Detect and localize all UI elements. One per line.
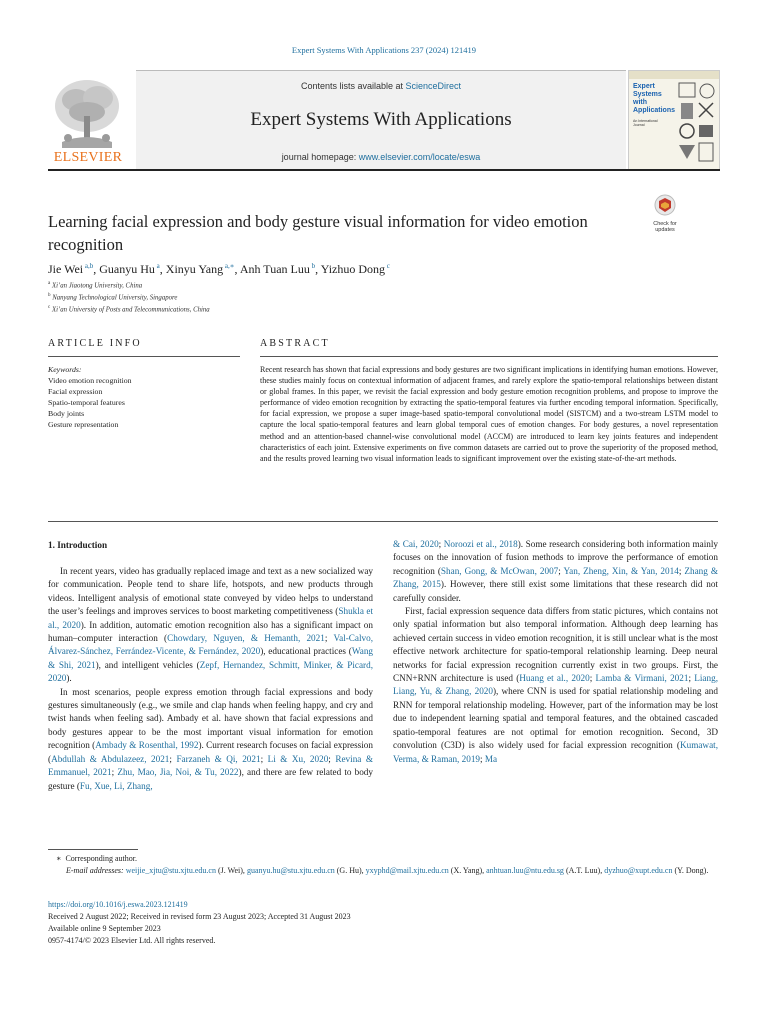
citation-link[interactable]: Zepf, Hernandez, Schmitt, Minker, & Picard, 2020 (48, 659, 374, 684)
homepage-link[interactable]: www.elsevier.com/locate/eswa (358, 152, 481, 162)
contents-line (136, 81, 626, 91)
paragraph-text: ), and intelligent vehicles ( (95, 659, 200, 670)
citation-link[interactable]: Shukla et al., 2020 (48, 606, 373, 630)
paragraph-text: ; (589, 673, 596, 684)
citation-link[interactable]: Yan, Zheng, Xin, & Yan, 2014 (563, 565, 679, 576)
paragraph-text: ; (324, 633, 334, 644)
available-online: Available online 9 September 2023 (48, 924, 161, 933)
affiliation-b (48, 293, 177, 301)
article-info-heading: ARTICLE INFO (48, 338, 142, 349)
journal-reference[interactable]: Expert Systems With Applications 237 (2024) 121419 (291, 45, 477, 55)
citation-link[interactable]: Ambady & Rosenthal, 1992 (95, 740, 199, 751)
received-dates: Received 2 August 2022; Received in revised form 23 August 2023; Accepted 31 August 2023 (48, 912, 351, 921)
tree-icon (48, 72, 126, 150)
citation-link[interactable]: Huang et al., 2020 (519, 673, 590, 684)
email-owner: (G. Hu), (334, 866, 366, 875)
citation-link[interactable]: Li & Xu, 2020 (267, 753, 329, 764)
citation-link[interactable]: Chowdary, Nguyen, & Hemanth, 2021 (167, 633, 325, 644)
citation-link[interactable]: Abdullah & Abdulazeez, 2021 (51, 753, 170, 764)
email-link[interactable]: weijie_xjtu@stu.xjtu.edu.cn (125, 866, 216, 875)
affiliation-mark: c (48, 305, 51, 310)
abstract-heading: ABSTRACT (260, 338, 330, 349)
check-updates-icon (644, 194, 686, 216)
paragraph-text: ; (328, 753, 336, 764)
keyword-item: Video emotion recognition (48, 376, 132, 385)
masthead-box (136, 70, 626, 169)
body-paragraph (48, 686, 373, 793)
citation-link[interactable]: Zhang & Zhang, 2015 (393, 565, 718, 590)
paper-title: Learning facial expression and body gesture visual information for video emotion recognition (48, 212, 588, 254)
sciencedirect-link[interactable]: ScienceDirect (405, 81, 462, 91)
affiliation-text: Xi’an University of Posts and Telecommunications, China (51, 306, 210, 314)
cover-title: Expert Systems with Applications (633, 83, 676, 114)
citation-link[interactable]: Val-Calvo, Álvarez-Sánchez, Ferrández-Vicente, & Fernández, 2020 (48, 633, 374, 657)
affiliation-mark: a (48, 281, 51, 286)
email-link[interactable]: dyzhuo@xupt.edu.cn (604, 866, 673, 875)
paragraph-text: First, facial expression sequence data differs from static pictures, which contains not only spatial information but also temporal information. Although deep learning has achieved certain success in video emotion recognition, it is still unclear what is the most effective network architecture for spatio-temporal relationship learning. Deep neural networks for facial expression recognition currently exist in two groups. First, the CNN+RNN architecture is used ( (393, 606, 718, 684)
email-footnote (48, 865, 718, 877)
citation-link[interactable]: & Cai, 2020 (393, 539, 439, 549)
citation-link[interactable]: Shan, Gong, & McOwan, 2007 (440, 565, 559, 576)
body-paragraph (393, 538, 718, 605)
body-paragraph (48, 565, 373, 686)
keyword-item: Spatio-temporal features (48, 398, 125, 407)
author-name[interactable]: Xinyu Yang (165, 262, 224, 276)
email-label: E-mail addresses: (66, 866, 126, 875)
citation-link[interactable]: Ma (484, 753, 498, 764)
section-heading-introduction: 1. Introduction (48, 540, 108, 550)
abstract-rule (260, 356, 718, 357)
body-column-right (393, 538, 718, 766)
email-owner: (J. Wei), (215, 866, 247, 875)
doi-link[interactable] (48, 899, 718, 911)
citation-link[interactable]: Wang & Shi, 2021 (48, 646, 374, 670)
author-affiliation-mark[interactable]: a,∗ (223, 262, 235, 270)
paragraph-text: ; (480, 753, 485, 764)
keyword-item: Body joints (48, 409, 85, 418)
citation-link[interactable]: Noroozi et al., 2018 (443, 539, 518, 549)
paragraph-text: ), educational practices ( (260, 646, 352, 657)
email-link[interactable]: guanyu.hu@stu.xjtu.edu.cn (246, 866, 335, 875)
elsevier-logo[interactable] (48, 72, 126, 168)
paragraph-text: ). Current research focuses on facial expression ( (48, 740, 373, 764)
paragraph-text: In most scenarios, people express emotion through facial expressions and body gestures simultaneously (e.g., we smile and clap hands when feeling happy, and cry and twist hands when feeling sad). Ambady et al. have shown that facial expressions and body gestures appear to be the most important visual information for emotion recognition ( (48, 686, 373, 751)
journal-title: Expert Systems With Applications (250, 109, 512, 130)
check-for-updates-badge[interactable] (644, 194, 686, 233)
paragraph-text: ). Some research considering both information mainly focuses on the innovation of fusion methods to improve the performance of emotion recognition ( (393, 539, 718, 576)
paragraph-text: ), and there are few related to body gesture ( (48, 767, 373, 791)
contents-prefix: Contents lists available at (300, 81, 406, 91)
paragraph-text: ; (260, 753, 268, 764)
journal-cover-thumbnail[interactable] (628, 70, 720, 170)
citation-link[interactable]: Fu, Xue, Li, Zhang, (79, 780, 153, 791)
paragraph-text: ; (111, 767, 118, 778)
affiliation-a (48, 281, 142, 289)
homepage-prefix: journal homepage: (281, 152, 359, 162)
author-name[interactable]: Anh Tuan Luu (239, 262, 310, 276)
article-info-rule (48, 356, 240, 357)
email-link[interactable]: yxyphd@mail.xjtu.edu.cn (365, 866, 449, 875)
citation-link[interactable]: Revina & Emmanuel, 2021 (48, 753, 373, 778)
affiliation-mark: b (48, 293, 51, 298)
affiliation-text: Nanyang Technological University, Singapore (52, 294, 178, 302)
author-name[interactable]: Yizhuo Dong (320, 262, 386, 276)
paragraph-text: ). (66, 673, 72, 684)
author-list: Jie Wei $^{a,b}$, Guanyu Hu $^a$, Xinyu Yang $^{a,∗}$, Anh Tuan Luu $^b$, Yizhuo Dong $^c$ (48, 262, 390, 276)
affiliation-c (48, 305, 210, 313)
author-affiliation-mark[interactable]: b (309, 262, 316, 270)
email-owner: (X. Yang), (448, 866, 487, 875)
paragraph-text: ; (438, 539, 444, 549)
abstract-text: Recent research has shown that facial expressions and body gestures are two significant implications in identifying human emotions. However, these studies mainly focus on contextual information of adjacent frames, and rarely explore the spatio-temporal relationships between distant or global frames. In this paper, we revisit the facial expression and body gesture emotion recognition problems, and propose to improve the performance of video emotion recognition by extracting the spatio-temporal features via further encoding temporal information. Specifically, for facial expression, we propose a super image-based spatio-temporal convolutional model (SISTCM) and a two-stream LSTM model to capture the local spatio-temporal features and learn global temporal cues of emotion changes. For body gestures, a novel representation method and an attention-based channel-wise convolutional model (ACCM) are introduced to learn key joints features and independent characteristics of each joint. Extensive experiments on five common datasets are carried out to prove the superiority of the proposed method, and the results proved learning two visual information leads to significant improvement over the existing state-of-the-art methods. (260, 365, 718, 463)
body-paragraph (393, 605, 718, 766)
homepage-line (136, 152, 626, 162)
elsevier-wordmark: ELSEVIER (53, 150, 123, 165)
abstract-bottom-rule (48, 521, 718, 522)
keywords-label: Keywords: (48, 365, 82, 374)
body-column-left (48, 565, 373, 793)
citation-link[interactable]: Kumawat, Verma, & Raman, 2019 (393, 740, 718, 764)
doi-link-text[interactable]: https://doi.org/10.1016/j.eswa.2023.121419 (48, 900, 188, 909)
masthead-rule (48, 169, 720, 171)
paragraph-text: In recent years, video has gradually replaced image and text as a new socialized way for communication. People tend to share life, hotspots, and new products through videos. Intelligent analysis of emotional state conveyed by video helps to understand the user’s feelings and improves services to boost marketing competitiveness ( (48, 566, 373, 617)
keyword-item: Facial expression (48, 387, 103, 396)
paragraph-text: ; (678, 565, 685, 576)
author-affiliation-mark[interactable]: c (385, 262, 390, 270)
affiliation-text: Xi’an Jiaotong University, China (51, 282, 143, 290)
author-name[interactable]: Jie Wei (48, 262, 84, 276)
citation-link[interactable]: Lamba & Virmani, 2021 (595, 673, 689, 684)
paragraph-text: ). In addition, automatic emotion recognition also has a significant impact on human–computer interaction ( (48, 619, 373, 644)
footnote-rule (48, 849, 138, 850)
author-affiliation-mark[interactable]: a (154, 262, 160, 270)
corresponding-mark: ∗ (56, 854, 62, 863)
author-name[interactable]: Guanyu Hu (99, 262, 155, 276)
email-owner: (Y. Dong). (672, 866, 709, 875)
citation-link[interactable]: Liang, Liang, Yu, & Zhang, 2020 (393, 673, 718, 697)
cover-top-band (629, 71, 719, 79)
email-link[interactable]: anhtuan.luu@ntu.edu.sg (486, 866, 564, 875)
paragraph-text: ; (169, 753, 177, 764)
journal-masthead (48, 70, 720, 170)
paragraph-text: ; (688, 673, 695, 684)
check-updates-label: Check for updates (653, 221, 677, 233)
keyword-item: Gesture representation (48, 420, 119, 429)
citation-link[interactable]: Zhu, Mao, Jia, Noi, & Tu, 2022 (117, 767, 239, 778)
cover-art-icon (677, 79, 717, 167)
paragraph-text: ), where CNN is used for spatial relationship modeling and RNN for temporal relationship modeling. However, part of the information may be lost due to independent learning spatial and temporal features, and the obtained cascaded spatio-temporal features are not optimal for emotion recognition. Second, 3D convolution (C3D) is also widely used for facial expression recognition ( (393, 686, 718, 751)
cover-subtitle: An International Journal (633, 119, 658, 127)
paragraph-text: ). However, there still exist some limitations that these research did not carefully consider. (393, 579, 718, 603)
citation-link[interactable]: Farzaneh & Qi, 2021 (176, 753, 261, 764)
corresponding-text: Corresponding author. (65, 854, 137, 863)
author-affiliation-mark[interactable]: a,b (83, 262, 94, 270)
corresponding-footnote (56, 853, 716, 865)
copyright-line: 0957-4174/© 2023 Elsevier Ltd. All rights reserved. (48, 936, 216, 945)
paragraph-text: ; (558, 565, 564, 576)
email-owner: (A.T. Luu), (563, 866, 605, 875)
